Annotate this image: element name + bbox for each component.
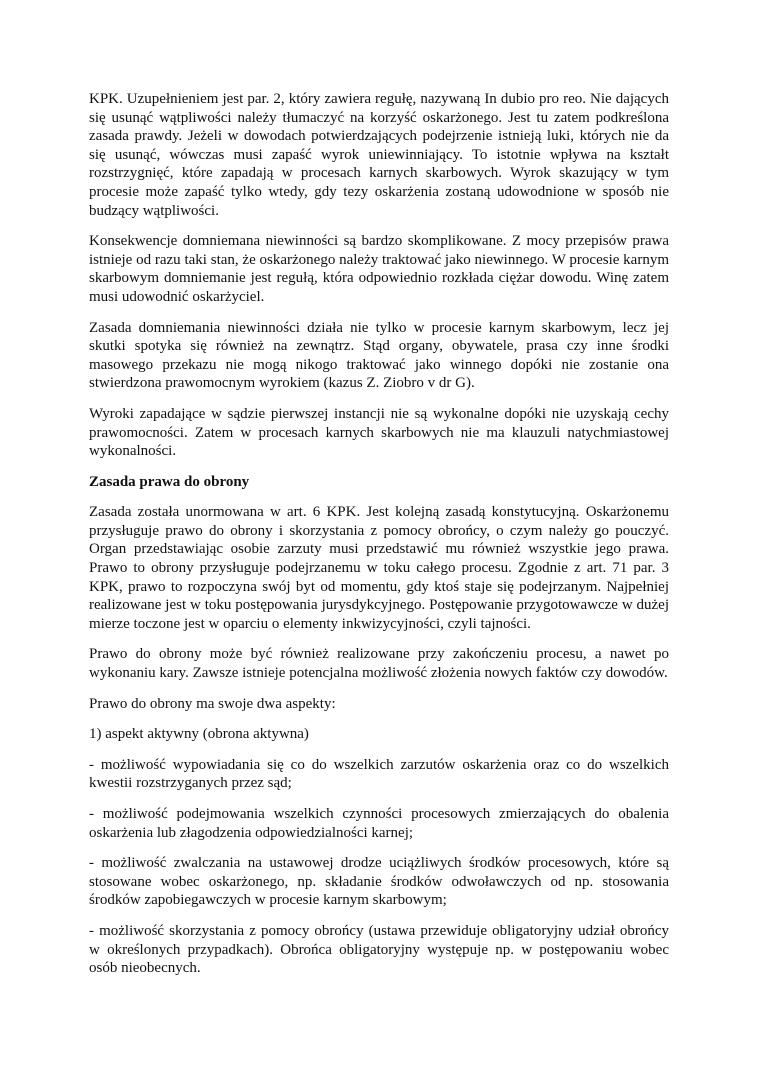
list-item: - możliwość wypowiadania się co do wszelkich zarzutów oskarżenia oraz co do wszelkich kwestii rozstrzyganych przez sąd; [89, 756, 669, 792]
section-heading: Zasada prawa do obrony [89, 473, 250, 490]
list-item: - możliwość zwalczania na ustawowej drodze uciążliwych środków procesowych, które są stosowane wobec oskarżonego, np. składanie środków odwoławczych od np. stosowania środków zapobiegawczych w procesie karnym skarbowym; [89, 855, 669, 909]
paragraph-in-dubio-pro-reo: KPK. Uzupełnieniem jest par. 2, który zawiera regułę, nazywaną In dubio pro reo. Nie dających się usunąć wątpliwości należy tłumaczyć na korzyść oskarżonego. Jest tu zatem podkreślona zasada prawdy. Jeżeli w dowodach potwierdzających podejrzenie istnieją luki, których nie da się usunąć, wówczas musi zapaść wyrok uniewinniający. To istotnie wpływa na kształt rozstrzygnięć, które zapadają w procesach karnych skarbowych. Wyrok skazujący w tym procesie może zapaść tylko wtedy, gdy tezy oskarżenia zostaną udowodnione w sposób nie budzący wątpliwości. [89, 91, 669, 219]
document-page [89, 90, 669, 990]
paragraph-external-effects: Zasada domniemania niewinności działa nie tylko w procesie karnym skarbowym, lecz jej skutki spotyka się również na zewnątrz. Stąd organy, obywatele, prasa czy inne środki masowego przekazu nie mogą nikogo traktować jako winnego dopóki nie zostanie ona stwierdzona prawomocnym wyrokiem (kazus Z. Ziobro v dr G). [89, 319, 669, 392]
paragraph-first-instance: Wyroki zapadające w sądzie pierwszej instancji nie są wykonalne dopóki nie uzyskają cechy prawomocności. Zatem w procesach karnych skarbowych nie ma klauzuli natychmiastowej wykonalności. [89, 405, 669, 460]
list-item: - możliwość skorzystania z pomocy obrońcy (ustawa przewiduje obligatoryjny udział obrońcy w określonych przypadkach). Obrońca obligatoryjny występuje np. w postępowaniu wobec osób nieobecnych. [89, 922, 669, 977]
paragraph-defense-after-trial: Prawo do obrony może być również realizowane przy zakończeniu procesu, a nawet po wykonaniu kary. Zawsze istnieje potencjalna możliwość złożenia nowych faktów czy dowodów. [89, 646, 669, 682]
list-item: - możliwość podejmowania wszelkich czynności procesowych zmierzających do obalenia oskarżenia lub złagodzenia odpowiedzialności karnej; [89, 806, 669, 841]
paragraph-consequences: Konsekwencje domniemana niewinności są bardzo skomplikowane. Z mocy przepisów prawa istnieje od razu taki stan, że oskarżonego należy traktować jako niewinnego. W procesie karnym skarbowym domniemanie jest regułą, która odpowiednio rozkłada ciężar dowodu. Winę zatem musi udowodnić oskarżyciel. [89, 233, 669, 305]
paragraph-two-aspects: Prawo do obrony ma swoje dwa aspekty: [89, 695, 336, 712]
paragraph-defense-principle: Zasada została unormowana w art. 6 KPK. Jest kolejną zasadą konstytucyjną. Oskarżonemu przysługuje prawo do obrony i skorzystania z pomocy obrońcy, o czym należy go pouczyć. Organ przedstawiając osobie zarzuty musi przedstawić mu również wszystkie jego prawa. Prawo to obrony przysługuje podejrzanemu w toku całego procesu. Zgodnie z art. 71 par. 3 KPK, prawo to rozpoczyna swój byt od momentu, gdy ktoś staje się podejrzanym. Najpełniej realizowane jest w toku postępowania jurysdykcyjnego. Postępowanie przygotowawcze w dużej mierze toczone jest w oparciu o elementy inkwizycyjności, czyli tajności. [89, 504, 669, 632]
paragraph-active-aspect: 1) aspekt aktywny (obrona aktywna) [89, 726, 309, 743]
